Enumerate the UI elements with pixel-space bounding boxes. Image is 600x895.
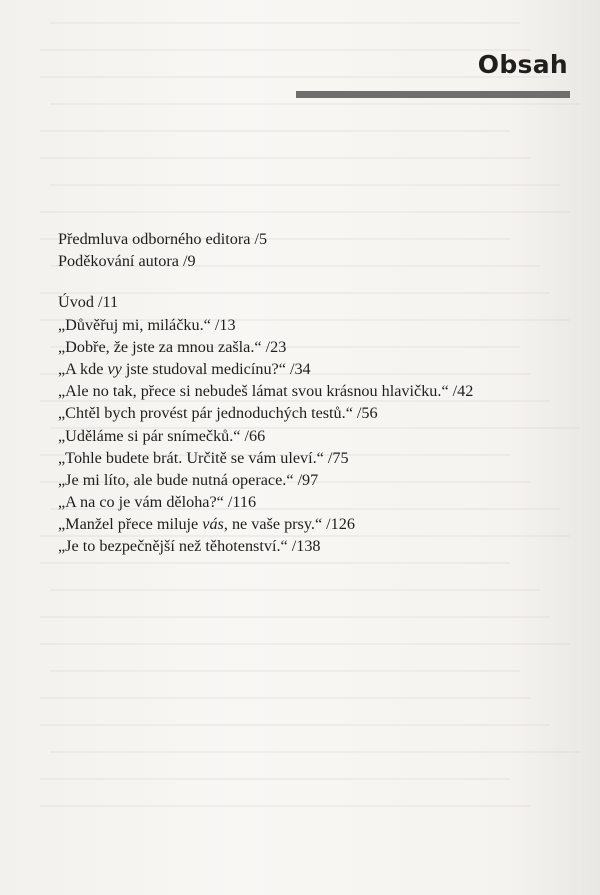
toc-entry: „Ale no tak, přece si nebudeš lámat svou krásnou hlavičku.“ /42 (58, 382, 474, 401)
bleed-through-line (50, 184, 560, 186)
bleed-through-line (50, 751, 580, 753)
toc-entry-text: „Manžel přece miluje (58, 515, 203, 534)
toc-entry: „Dobře, že jste za mnou zašla.“ /23 (58, 337, 287, 356)
bleed-through-line (40, 76, 550, 78)
bleed-through-line (40, 130, 510, 132)
bleed-through-line (40, 157, 530, 159)
toc-entry: „Chtěl bych provést pár jednoduchých testů.“ /56 (58, 404, 378, 423)
toc-entry-emphasis: vy (107, 359, 122, 378)
toc-entry: Předmluva odborného editora /5 (58, 230, 268, 248)
bleed-through-line (40, 562, 510, 564)
bleed-through-line (40, 643, 570, 645)
bleed-through-line (40, 697, 530, 699)
toc-entry: Úvod /11 (58, 293, 119, 312)
bleed-through-line (40, 724, 550, 726)
toc-entry (58, 358, 473, 380)
bleed-through-line (50, 103, 580, 105)
bleed-through-line (40, 805, 530, 807)
toc-entry: „Důvěřuj mi, miláčku.“ /13 (58, 315, 236, 334)
toc-entry-text: , ne vaše prsy.“ /126 (223, 515, 355, 534)
toc-entry-text: „A kde (58, 359, 108, 378)
chapter-heading (478, 50, 570, 79)
toc-entry: Poděkování autora /9 (58, 252, 196, 271)
bleed-through-line (50, 670, 520, 672)
bleed-through-line (50, 589, 540, 591)
toc-entry (58, 513, 473, 535)
bleed-through-line (40, 616, 550, 618)
toc-spacer (58, 272, 473, 291)
toc-entry: „Je mi líto, ale bude nutná operace.“ /97 (58, 470, 319, 489)
toc-entry: „Uděláme si pár snímečků.“ /66 (58, 426, 266, 445)
bleed-through-line (40, 49, 530, 51)
table-of-contents (58, 228, 473, 558)
bleed-through-line (40, 211, 570, 213)
toc-entry-text: jste studoval medicínu?“ /34 (121, 359, 311, 378)
toc-entry: „A na co je vám děloha?“ /116 (58, 493, 257, 512)
bleed-through-line (50, 22, 520, 24)
heading-rule (296, 91, 570, 98)
bleed-through-line (40, 778, 510, 780)
toc-entry: „Je to bezpečnější než těhotenství.“ /138 (58, 537, 321, 556)
page-title: Obsah (477, 50, 568, 79)
toc-entry-emphasis: vás (202, 515, 224, 534)
toc-entry: „Tohle budete brát. Určitě se vám uleví.“ /75 (58, 448, 349, 467)
